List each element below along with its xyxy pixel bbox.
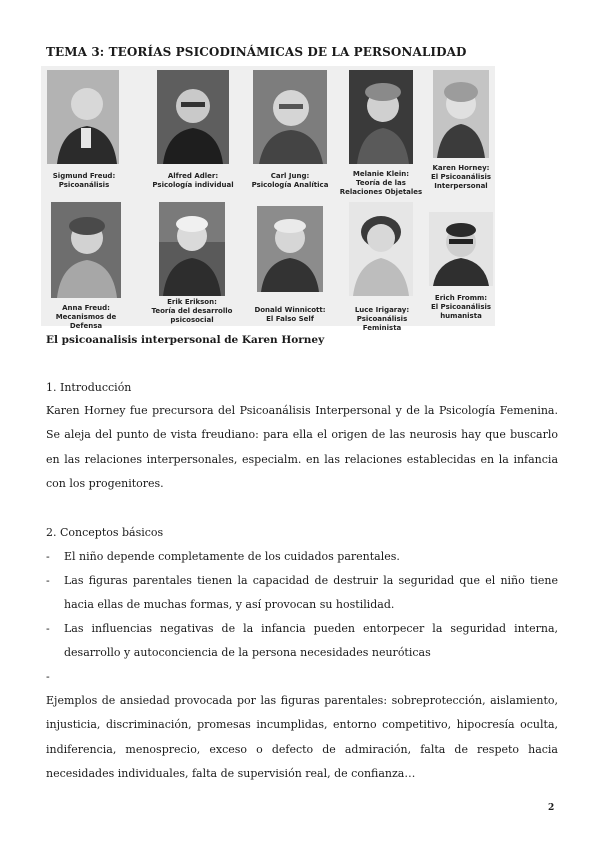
- bullet-dash: -: [46, 550, 50, 563]
- portrait-photo: [433, 70, 489, 158]
- section-title: El psicoanalisis interpersonal de Karen Horney: [46, 334, 325, 346]
- page-number: 2: [548, 803, 555, 813]
- portrait-photo: [253, 70, 327, 164]
- page-title: TEMA 3: TEORÍAS PSICODINÁMICAS DE LA PERSONALIDAD: [46, 45, 467, 59]
- portrait-caption: Erik Erikson: Teoría del desarrollo psicosocial: [151, 298, 233, 324]
- portrait-photo: [349, 202, 413, 296]
- portrait-caption: Luce Irigaray: Psicoanálisis Feminista: [354, 306, 410, 332]
- portrait-caption: Karen Horney: El Psicoanálisis Interpersonal: [430, 164, 492, 190]
- list-item: - Las influencias negativas de la infancia pueden entorpecer la seguridad interna, desarrollo y autoconciencia de la persona necesidades neuróticas: [46, 617, 558, 665]
- portrait-photo: [257, 206, 323, 292]
- bullet-dash: -: [46, 622, 50, 635]
- portrait-photo: [429, 212, 493, 286]
- introduction-paragraph: Karen Horney fue precursora del Psicoanálisis Interpersonal y de la Psicología Femenina. Se aleja del punto de vista freudiano: para ella el origen de las neurosis hay que buscarlo en las relaciones interpersonales, especialm. en las relaciones establecidas en la infancia con los progenitores.: [46, 404, 558, 490]
- portrait-photo: [51, 202, 121, 298]
- portrait-gallery: [41, 66, 495, 332]
- list-item: - El niño depende completamente de los cuidados parentales.: [46, 545, 558, 569]
- list-item: - Las figuras parentales tienen la capacidad de destruir la seguridad que el niño tiene hacia ellas de muchas formas, y así provocan su hostilidad.: [46, 569, 558, 617]
- portrait-caption: Melanie Klein: Teoría de las Relaciones Objetales: [339, 170, 423, 196]
- portrait-caption: Carl Jung: Psicología Analítica: [251, 172, 329, 189]
- portrait-caption: Erich Fromm: El Psicoanálisis humanista: [430, 294, 492, 320]
- bullet-dash: -: [46, 574, 50, 587]
- portrait-photo: [349, 70, 413, 164]
- bullet-dash: -: [46, 670, 50, 683]
- portrait-photo: [159, 202, 225, 296]
- portrait-caption: Sigmund Freud: Psicoanálisis: [52, 172, 116, 189]
- section-heading-concepts: 2. Conceptos básicos: [46, 526, 164, 539]
- portrait-photo: [157, 70, 229, 164]
- portrait-caption: Donald Winnicott: El Falso Self: [254, 306, 326, 323]
- section-heading-introduction: 1. Introducción: [46, 381, 132, 394]
- examples-paragraph: Ejemplos de ansiedad provocada por las figuras parentales: sobreprotección, aislamiento, injusticia, discriminación, promesas incumplidas, entorno competitivo, hipocresía oculta, indiferencia, menosprecio, exceso o defecto de admiración, falta de respeto hacia necesidades individuales, falta de supervisión real, de confianza…: [46, 694, 558, 780]
- portrait-caption: Alfred Adler: Psicología individual: [152, 172, 234, 189]
- portrait-caption: Anna Freud: Mecanismos de Defensa: [55, 304, 117, 330]
- portrait-photo: [47, 70, 119, 164]
- concepts-list: [46, 545, 558, 683]
